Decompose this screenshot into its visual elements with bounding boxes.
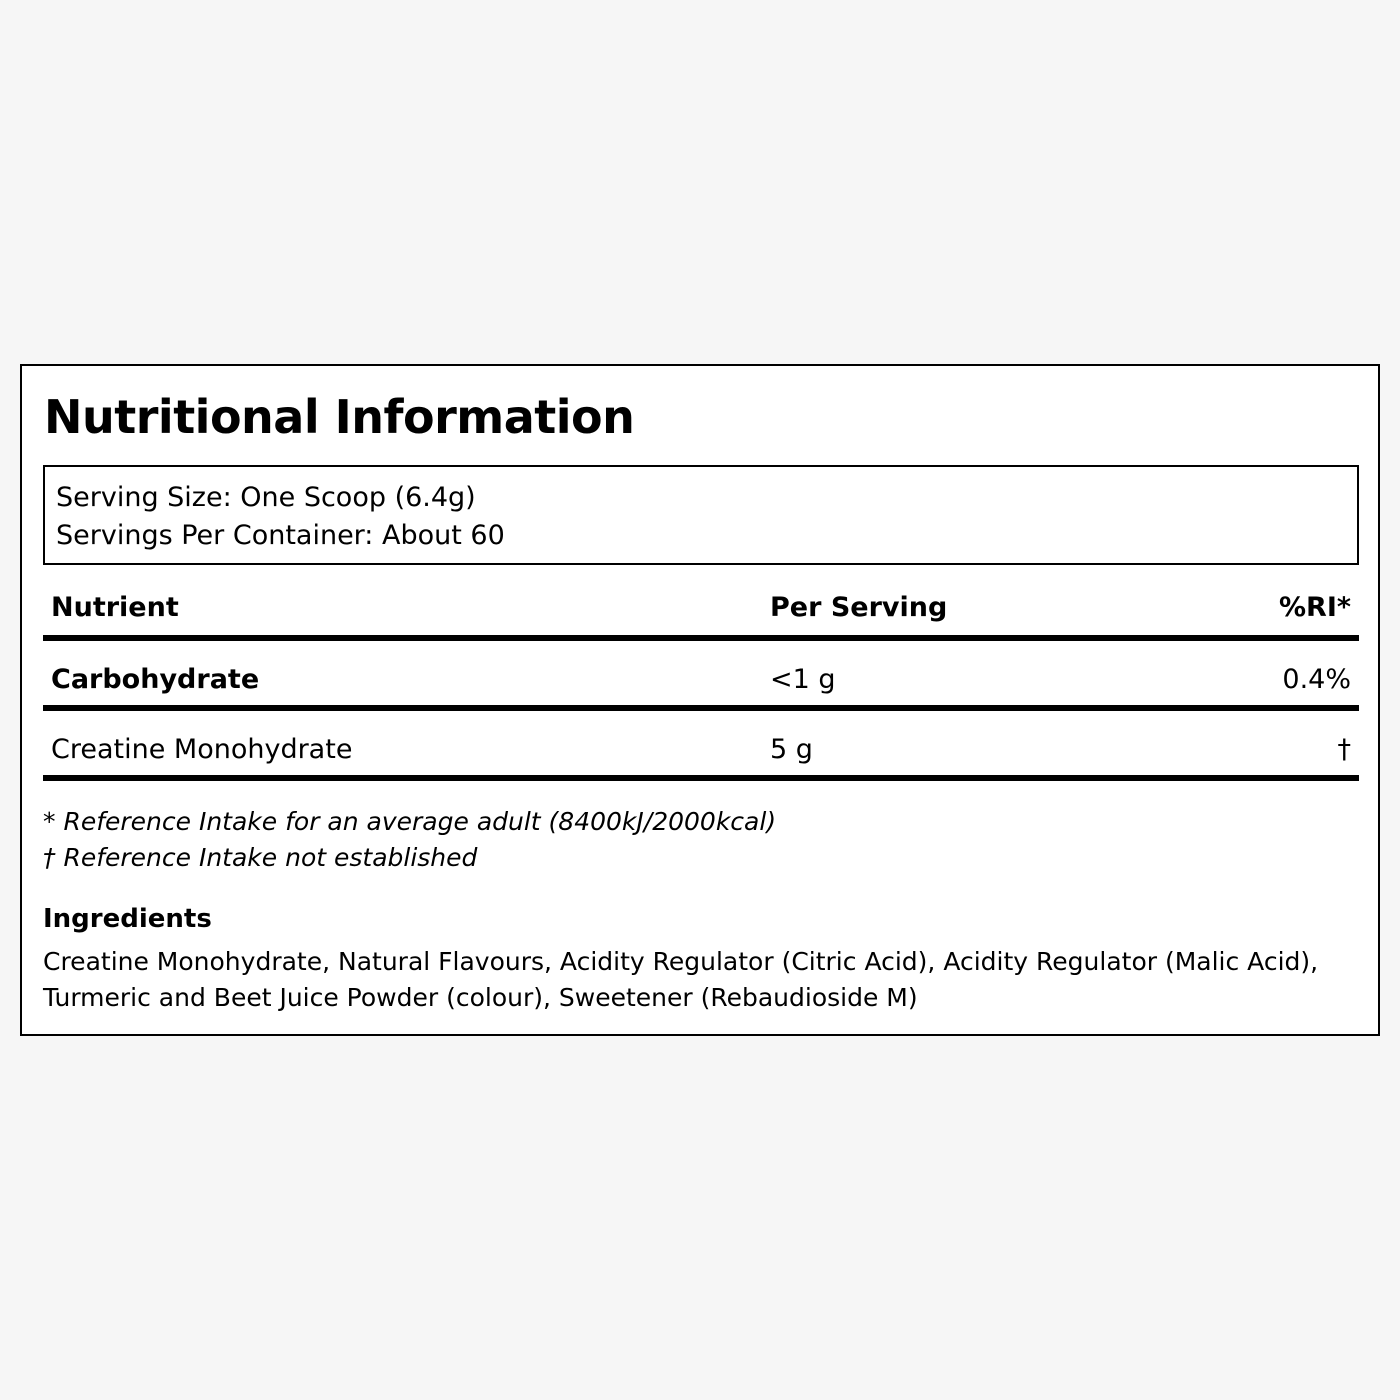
header-nutrient: Nutrient [51,592,179,623]
serving-info-box [43,465,1359,565]
footnotes [43,804,776,876]
nutrient-name: Carbohydrate [51,664,260,695]
nutrient-per-serving: 5 g [770,734,813,765]
ingredients-list: Creatine Monohydrate, Natural Flavours, Acidity Regulator (Citric Acid), Acidity Regulator (Malic Acid), Turmeric and Beet Juice Powder (colour), Sweetener (Rebaudioside M) [43,947,1319,1012]
footnote-reference-intake: * Reference Intake for an average adult (8400kJ/2000kcal) [43,807,777,836]
nutrient-per-serving: <1 g [770,664,836,695]
servings-per-container: Servings Per Container: About 60 [56,520,505,551]
table-row [43,641,1359,711]
header-ri: %RI* [1278,592,1351,623]
footnote-not-established: † Reference Intake not established [43,843,478,872]
header-per-serving: Per Serving [770,592,948,623]
nutrient-ri: 0.4% [1282,664,1351,695]
nutrition-label [20,364,1380,1036]
table-row [43,711,1359,781]
nutrient-ri: † [1337,734,1351,765]
nutrient-name: Creatine Monohydrate [51,734,353,765]
table-header-row [43,587,1359,641]
label-title: Nutritional Information [44,390,635,444]
ingredients-heading: Ingredients [43,904,212,934]
serving-size: Serving Size: One Scoop (6.4g) [56,482,476,513]
nutrient-table [43,587,1359,781]
